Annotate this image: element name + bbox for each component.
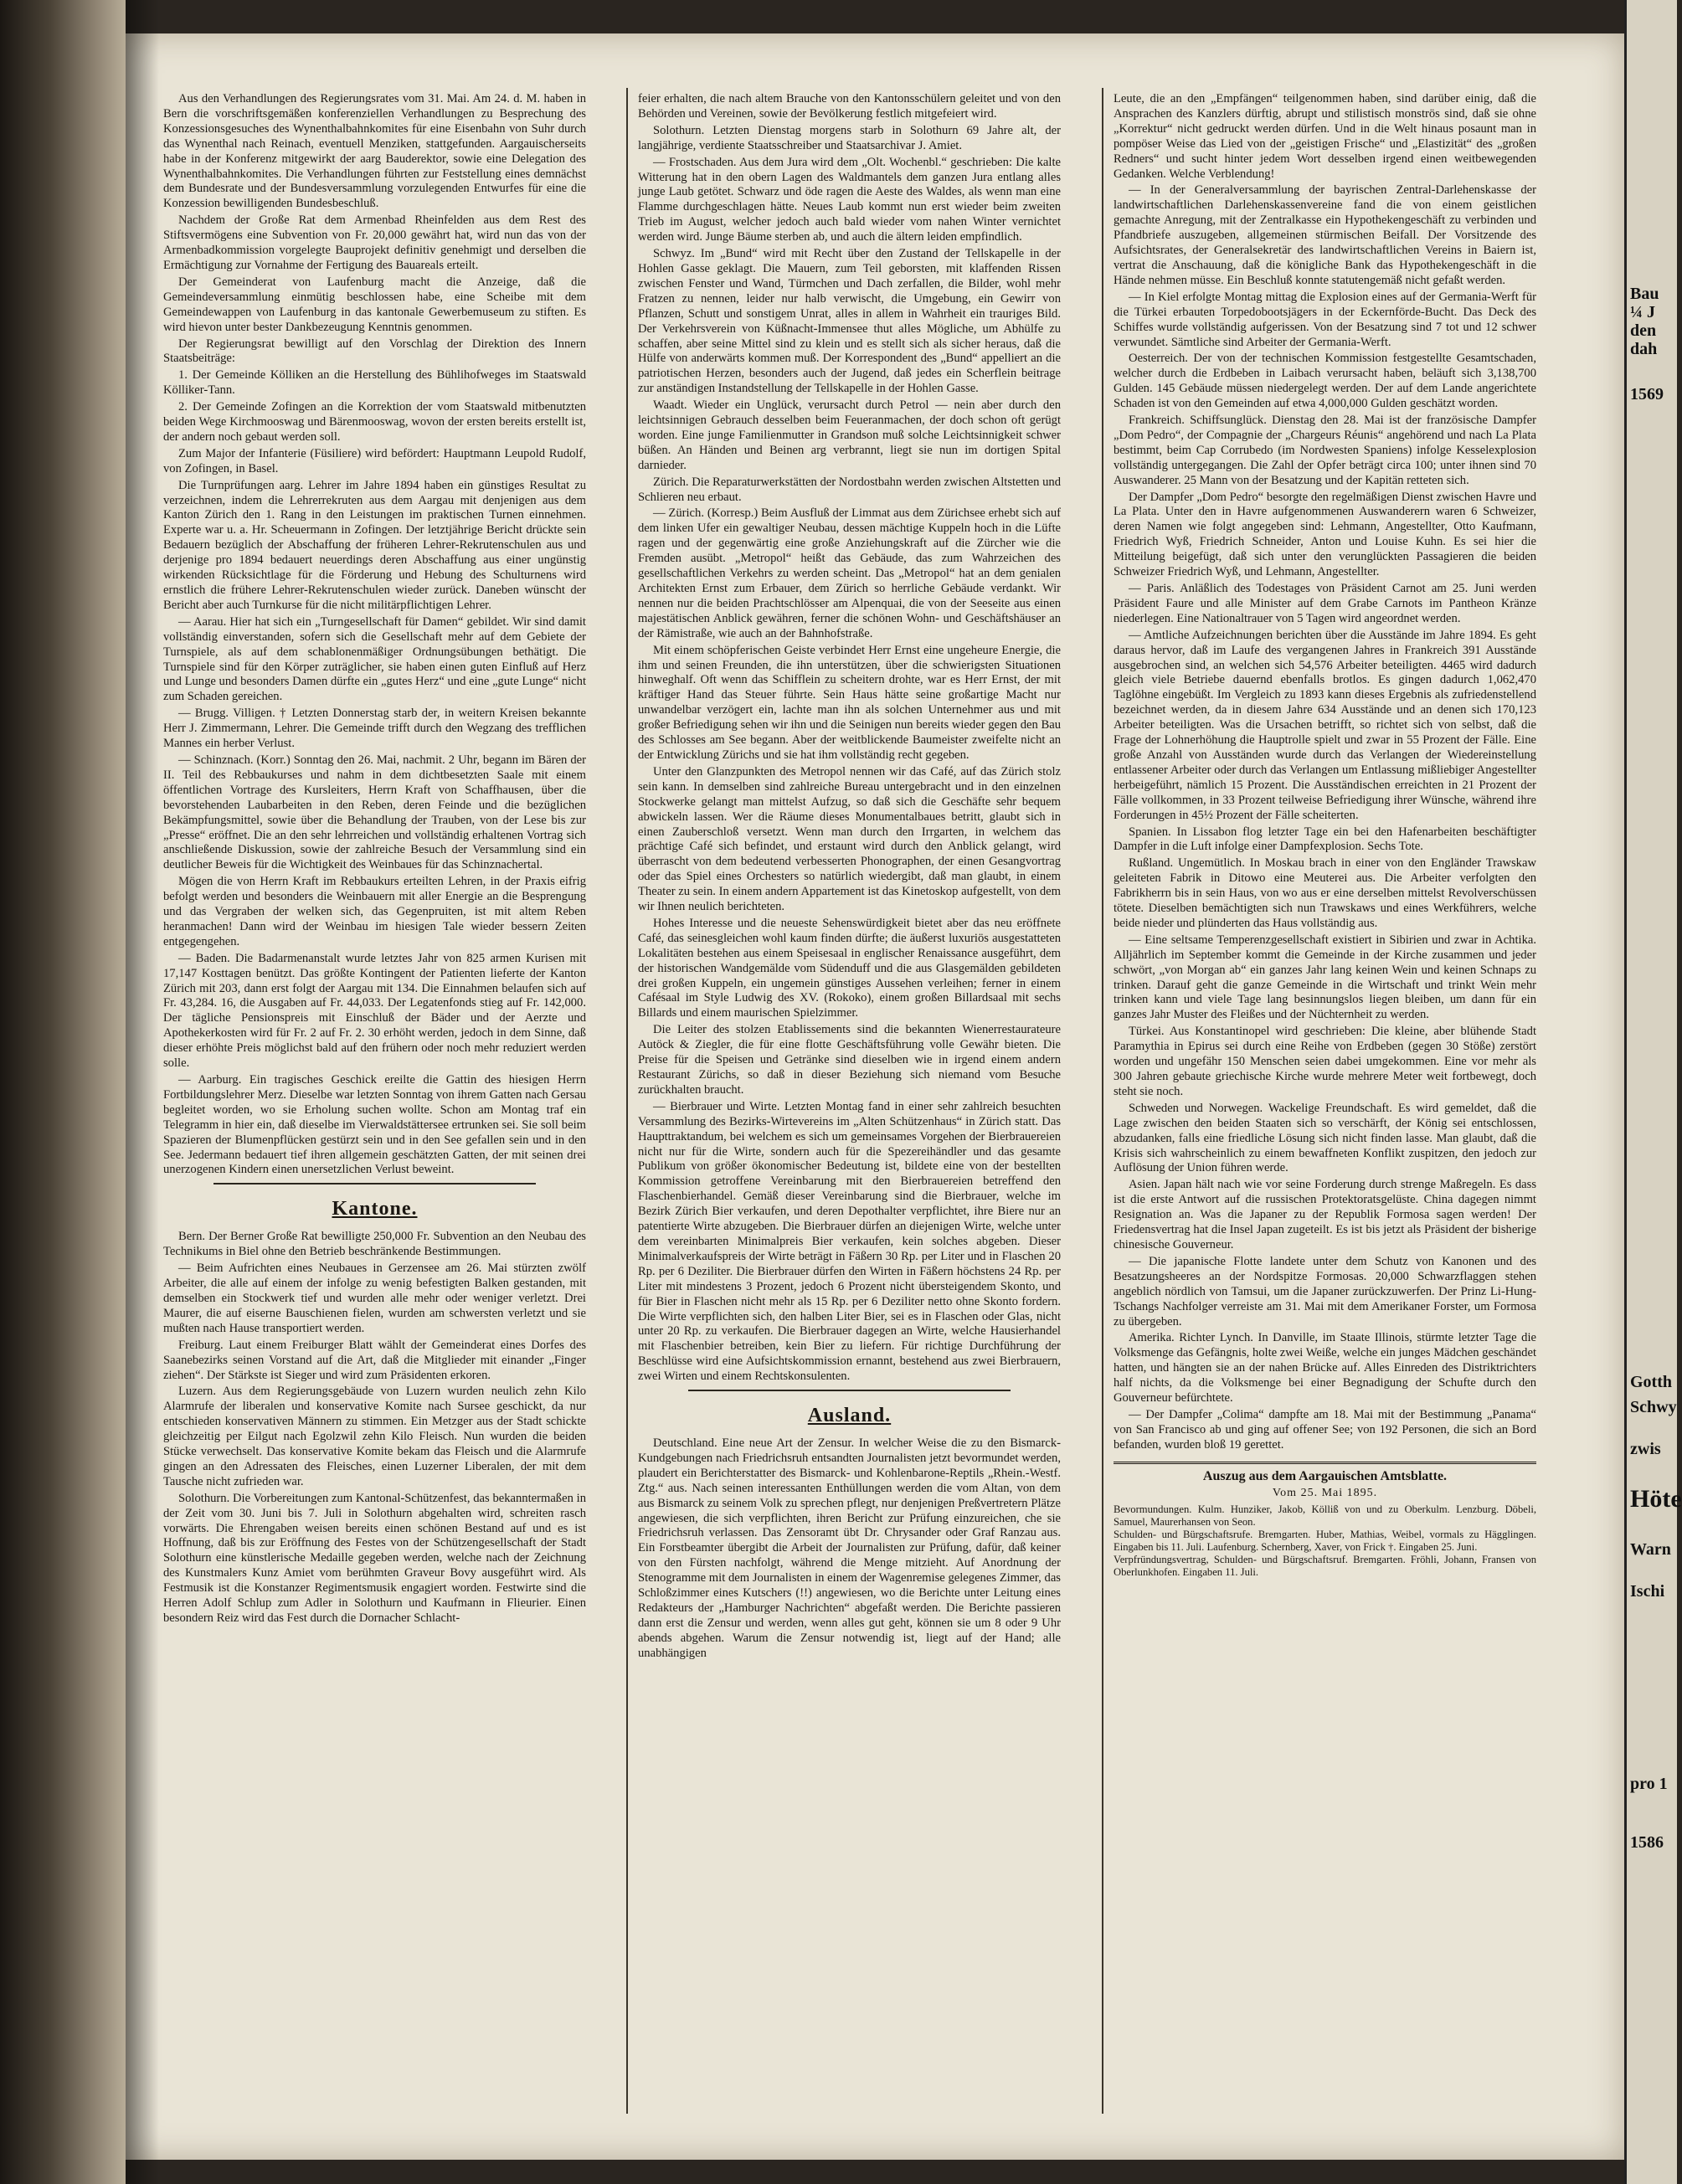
article-paragraph: 1. Der Gemeinde Kölliken an die Herstellung des Bühlihofweges im Staatswald Kölliker-Tann. [163,368,586,398]
article-paragraph: — Schinznach. (Korr.) Sonntag den 26. Mai, nachmit. 2 Uhr, begann im Bären der II. Teil des Rebbaukurses und nahm in dem dichtbesetzten Saale mit einem öffentlichen Vortrage des Kursleiters, Herrn Kraft von Schaffhausen, über die bevorstehenden Laubarbeiten in den Reben, deren Feinde und die bezüglichen Bekämpfungsmittel, sowie über die Behandlung der Trauben, von der Lese bis zur „Presse“ eröffnet. Die an den sehr lehrreichen und vollständig erhaltenen Vortrag sich anschließende Diskussion, sowie der zahlreiche Besuch der Versammlung sind ein deutlicher Beweis für die Wichtigkeit des Weinbaues für das Schinznachertal. [163,753,586,872]
article-paragraph: Die Turnprüfungen aarg. Lehrer im Jahre 1894 haben ein günstiges Resultat zu verzeichnen, indem die Lehrerrekruten aus dem Aargau mit denjenigen aus dem Kanton Zürich den 1. Rang in den Leistungen im praktischen Turnen einnehmen. Experte war u. a. Hr. Scheuermann in Zofingen. Der letztjährige Bericht drückte sein Bedauern bezüglich der Abschaffung der früheren Lehrer-Rekrutenschulen aus und derjenige pro 1894 bedauert neuerdings deren Abschaffung aus einer ungünstig wirkenden Rücksichtlage für die Förderung und Hebung des Schulturnens wird ernstlich die frühere Lehrer-Rekrutenschulen wieder zurück. Daneben wünscht der Bericht aber auch Turnkurse für die nicht militärpflichtigen Lehrer. [163,478,586,612]
article-paragraph: Aus den Verhandlungen des Regierungsrates vom 31. Mai. Am 24. d. M. haben in Bern die vorschriftsgemäßen konferenziellen Verhandlungen zu Besprechung des Konzessionsgesuches des Wynenthalbahnkomites für eine Eisenbahn von Suhr durch das Wynenthal nach Reinach, eventuell Menziken, stattgefunden. Aargauischerseits habe in der Konferenz mitgewirkt der aarg Bauderektor, sowie eine Delegation des Wynenthalbahnkomites. Die Verhandlungen führten zur Feststellung eines demnächst dem Bundesrate und der Bundesversammlung vorzulegenden Entwurfes für eine die Konzession bewilligenden Bundesbeschluß. [163,92,586,211]
article-paragraph: Rußland. Ungemütlich. In Moskau brach in einer von den Engländer Trawskaw geleiteten Fabrik in Ditowo eine Meuterei aus. Die Arbeiter verfolgten den Fabrikherrn bis in sein Haus, von wo aus er eine derselben mittelst Revolverschüssen tötete. Dieselben bemächtigten sich nun Trawskaws und eines Werkführers, welche beide nieder und plünderten das Haus vollständig aus. [1114,856,1536,930]
article-paragraph: Deutschland. Eine neue Art der Zensur. In welcher Weise die zu den Bismarck-Kundgebungen nach Friedrichsruh entsandten Journalisten jetzt bevormundet werden, plaudert ein Berichterstatter des Bismarck- und Kohlenbarone-Reptils „Rhein.-Westf. Ztg.“ aus. Nach seinen interessanten Enthüllungen werden die vom Altan, von dem aus Bismarck zu seinem Volk zu sprechen pflegt, nur denjenigen Preßvertretern Plätze angewiesen, die sich verpflichten, ihren Bericht zur Prüfung einzureichen, che sie Friedrichsruh verlassen. Das Zensoramt übt Dr. Chrysander oder Graf Ranzau aus. Ein Forstbeamter übergibt die Arbeit der Journalisten zur Prüfung, dafür, daß keiner von den Fürsten nachfolgt, während die Menge mitzieht. Auf Anordnung der Stenogramme mit dem Journalisten in einem der Wagenremise gelegenes Zimmer, das Schloßzimmer eines Kutschers (!!) angewiesen, wo die Berichte unter Leitung eines Redakteurs der „Hamburger Nachrichten“ abgefaßt werden. Die Berichte passieren dann erst die Zensur und werden, wenn alles gut geht, können sie um 8 oder 9 Uhr abends abgehen. Warum die Zensur notwendig ist, liegt auf der Hand; alle unabhängigen [638,1436,1061,1660]
book-gutter [0,0,126,2184]
article-paragraph: Solothurn. Letzten Dienstag morgens starb in Solothurn 69 Jahre alt, der langjährige, verdiente Staatsschreiber und Staatsarchivar J. Amiet. [638,123,1061,152]
strip-fragment: 1586 [1630,1833,1664,1852]
article-paragraph: — Zürich. (Korresp.) Beim Ausfluß der Limmat aus dem Zürichsee erhebt sich auf dem linken Ufer ein gewaltiger Neubau, dessen mächtige Kuppeln hoch in die Lüfte ragen und der gegenwärtig eine große Anziehungskraft auf die Zürcher wie die Fremden ausübt. „Metropol“ heißt das Gebäude, das zum Wahrzeichen des gesellschaftlichen Verkehrs zu werden scheint. Das „Metropol“ hat an dem genialen Architekten Ernst zum Erbauer, dem Zürich so herrliche Gebäude verdankt. Wir nennen nur die beiden Prachtschlösser am Alpenquai, die von der Seeseite aus einen majestätischen Anblick gewähren, ferner die schönen Wohn- und Geschäftshäuser an der Rämistraße, wie auch an der Bahnhofstraße. [638,506,1061,640]
article-paragraph: Der Gemeinderat von Laufenburg macht die Anzeige, daß die Gemeindeversammlung einmütig beschlossen habe, eine Scheibe mit dem Gemeindewappen von Laufenburg in das kantonale Gewerbemuseum zu stiften. Es wird hievon unter bester Dankbezeugung Kenntnis genommen. [163,275,586,334]
article-paragraph: Der Dampfer „Dom Pedro“ besorgte den regelmäßigen Dienst zwischen Havre und La Plata. Unter den in Havre aufgenommenen Auswanderern waren 6 Schweizer, deren Namen wie folgt angegeben sind: Lehmann, Angestellter, Otto Kaufmann, Friedrich Wyß, Friedrich Schneider, Anton und Louise Kuhn. Es sei hier die Mitteilung beigefügt, daß sich unter den verunglückten Passagieren die beiden Schweizer Friedrich Wyß, und Lehmann, Angestellter. [1114,490,1536,579]
article-paragraph: Schweden und Norwegen. Wackelige Freundschaft. Es wird gemeldet, daß die Lage zwischen den beiden Staaten sich so verschärft, der König sei entschlossen, abzudanken, falls eine friedliche Lösung sich nicht finden lasse. Man glaubt, daß die Krisis sich wahrscheinlich zu einem bewaffneten Konflikt zuspitzen, den jedoch zur Auflösung der Union führen werde. [1114,1101,1536,1175]
article-paragraph: — Eine seltsame Temperenzgesellschaft existiert in Sibirien und zwar in Achtika. Alljährlich im September kommt die Gemeinde in der Kirche zusammen und jeder schwört, „von Morgan ab“ ein ganzes Jahr lang keinen Wein und keinen Schnaps zu trinken. Darauf geht die ganze Gemeinde in die Wirtschaft und trinkt Wein mehr trinken kann und viele Tage lang besinnungslos liegen bleiben, um dann für ein ganzes Jahr Muster des Fleißes und der Nüchternheit zu werden. [1114,933,1536,1022]
article-paragraph: Türkei. Aus Konstantinopel wird geschrieben: Die kleine, aber blühende Stadt Paramythia in Epirus sei durch eine Reihe von Erdbeben (gegen 30 Stöße) zerstört worden und ungefähr 150 Menschen seien dabei umgekommen. Eine vor mehr als 300 Jahren gebaute griechische Kirche wurde mehrere Meter weit fortbewegt, doch steht sie noch. [1114,1025,1536,1098]
article-paragraph: Die Leiter des stolzen Etablissements sind die bekannten Wienerrestaurateure Autöck & Ziegler, die für eine flotte Geschäftsführung volle Gewähr bieten. Die Preise für die Speisen und Getränke sind dieselben wie in irgend einem andern Restaurant Zürichs, so daß in dieser Beziehung sich niemand vom Besuche zurückhalten braucht. [638,1023,1061,1097]
article-paragraph: Frankreich. Schiffsunglück. Dienstag den 28. Mai ist der französische Dampfer „Dom Pedro“, der Compagnie der „Chargeurs Réunis“ angehörend und nach La Plata bestimmt, beim Cap Corrubedo (im Nordwesten Spaniens) infolge Kesselexplosion vollständig untergegangen. Die Zahl der Opfer beträgt circa 100; unter ihnen sind 70 Auswanderer. 25 Mann von der Besatzung und der Kapitän retteten sich. [1114,414,1536,487]
article-paragraph: — Aarau. Hier hat sich ein „Turngesellschaft für Damen“ gebildet. Wir sind damit vollständig einverstanden, sofern sich die Gesellschaft mehr auf dem Gebiete der Turnspiele, als auf dem schablonenmäßiger Ordnungsübungen bethätigt. Die Turnspiele sind für den Körper zuträglicher, sie haben einen guten Einfluß auf Herz und Lunge und besonders Damen dürfte ein „gutes Herz“ und eine „gute Lunge“ nicht zum Schaden gereichen. [163,614,586,704]
section-heading-ausland: Ausland. [807,1405,892,1427]
strip-fragment: ¼ J [1630,303,1655,321]
strip-fragment: Schwy [1630,1398,1677,1416]
strip-fragment: 1569 [1630,385,1664,403]
strip-fragment: den [1630,321,1657,340]
strip-fragment: Höte [1630,1485,1682,1513]
article-paragraph: Mögen die von Herrn Kraft im Rebbaukurs erteilten Lehren, in der Praxis eifrig befolgt werden und besonders die Weinbauern mit aller Energie an die Besprengung und das Vergraben der welken sich, das Gegenpruiten, ist mit altem Reben heranmachen! Dann wird der Weinbau im hiesigen Tale wieder bessern Zeiten entgegengehen. [163,875,586,948]
strip-fragment: dah [1630,340,1658,358]
section-divider [213,1183,536,1184]
column-rule [626,88,628,2114]
article-paragraph: Nachdem der Große Rat dem Armenbad Rheinfelden aus dem Rest des Stiftsvermögens eine Subvention von Fr. 20,000 gewährt hat, wird nun das von der Armenbadkommission vorgelegte Bauprojekt definitiv genehmigt und derselben die Ermächtigung zur Vornahme der Fertigung des Bauareals erteilt. [163,213,586,272]
strip-fragment: Warn [1630,1540,1671,1559]
article-paragraph: — Die japanische Flotte landete unter dem Schutz von Kanonen und des Besatzungsheeres an der Nordspitze Formosas. 20,000 Schwarzflaggen stehen angeblich nördlich von Tamsui, um die Japaner zurückzuwerfen. Der Prinz Li-Hung-Tschangs Nachfolger verreiste am 31. Mai mit dem Amerikaner Forster, um Formosa zu übergeben. [1114,1254,1536,1328]
article-paragraph: Oesterreich. Der von der technischen Kommission festgestellte Gesamtschaden, welcher durch die Erdbeben in Laibach verursacht haben, beläuft sich 3,138,700 Gulden. 145 Gebäude müssen niedergelegt werden. Der auf dem Lande angerichtete Schaden ist von den Gemeinden auf etwa 4,000,000 Gulden geschätzt worden. [1114,352,1536,411]
article-paragraph: Spanien. In Lissabon flog letzter Tage ein bei den Hafenarbeiten beschäftigter Dampfer in die Luft infolge einer Dampfexplosion. Sechs Tote. [1114,825,1536,854]
column-3 [1114,92,1536,2109]
article-paragraph: Schwyz. Im „Bund“ wird mit Recht über den Zustand der Tellskapelle in der Hohlen Gasse geklagt. Die Mauern, zum Teil geborsten, mit klaffenden Rissen zwischen Fenster und Wand, Türmchen und Dach zerfallen, die Bilder, wohl mehr Fratzen zu nennen, leider nur halb verwischt, die Umgebung, ein Gewirr von Pflanzen, Schutt und sonstigem Unrat, alles in allem in Wahrheit ein trauriges Bild. Der Verkehrsverein von Küßnacht-Immensee thut alles Mögliche, um Abhülfe zu schaffen, aber seine Mittel sind zu klein und es stellt sich als sicher heraus, daß die Hülfe von anderwärts kommen muß. Der Korrespondent des „Bund“ appelliert an die patriotischen Herzen, besonders auch der Jugend, daß jedes ein Scherflein beitrage zur anständigen Instandstellung der Tellskapelle in der Hohlen Gasse. [638,247,1061,396]
article-paragraph: Leute, die an den „Empfängen“ teilgenommen haben, sind darüber einig, daß die Ansprachen des Kanzlers dürftig, abrupt und stilistisch monströs sind, daß sie ohne „Korrektur“ nicht gedruckt werden dürfen. Und in die Welt hinaus posaunt man in pompöser Weise das Lied von der „geistigen Frische“ und „Elastizität“ des „großen Redners“ und sucht hinter jedem Wort desselben irgend einen weitbewegenden Gedanken. Welche Verblendung! [1114,92,1536,181]
article-paragraph: Zum Major der Infanterie (Füsiliere) wird befördert: Hauptmann Leupold Rudolf, von Zofingen, in Basel. [163,446,586,475]
amtsblatt-entry: Bevormundungen. Kulm. Hunziker, Jakob, Kölliß von und zu Oberkulm. Lenzburg. Döbeli, Samuel, Maurerhansen von Seon. [1114,1503,1536,1529]
adjacent-page-strip [1624,0,1682,2184]
article-paragraph: feier erhalten, die nach altem Brauche von den Kantonsschülern geleitet und von den Behörden und Vereinen, sowie der Bevölkerung festlich mitgefeiert wird. [638,92,1061,121]
article-paragraph: Amerika. Richter Lynch. In Danville, im Staate Illinois, stürmte letzter Tage die Volksmenge das Gefängnis, holte zwei Weiße, welche ein junges Mädchen geschändet hatten, und hängten sie an der nahen Brücke auf. Alles Einreden des Distriktrichters half nichts, da die Volksmenge bei einer Begnadigung der Schufte durch den Gouverneur befürchtete. [1114,1331,1536,1405]
article-paragraph: Luzern. Aus dem Regierungsgebäude von Luzern wurden neulich zehn Kilo Alarmrufe der liberalen und konservative Komite nach Sursee geschickt, da nur entschieden konservativen Männern zu stimmen. Ein Metzger aus der Stadt schickte gleichzeitig per Eilgut nach Egolzwil zehn Kilo Fleisch. Nun wurden die beiden Stücke verwechselt. Das konservative Komite bekam das Fleisch und die Alarmrufe gingen an den Adressaten des Fleisches, einen Luzerner Liberalen, der mit dem Tausche nicht zufrieden war. [163,1385,586,1488]
article-paragraph: Mit einem schöpferischen Geiste verbindet Herr Ernst eine ungeheure Energie, die ihm und seinen Freunden, die ihn unterstützen, über die schwierigsten Situationen hinweghalf. Oft wenn das Schifflein zu scheitern drohte, war es Herr Ernst, der mit kräftiger Hand das Steuer führte. Sein Haus hätte seine großartige Macht nur unwandelbar verzögert ein, lachte man ihn als solchen Unternehmer aus und mit großer Befriedigung sehen wir ihn und die Seinigen nun bereits wieder gegen den Bau des Schlosses am See begann. Aber der weitblickende Baumeister zweifelte nicht an der Entwicklung Zürichs und sie hat ihm vollständig recht gegeben. [638,643,1061,762]
article-paragraph: — Paris. Anläßlich des Todestages von Präsident Carnot am 25. Juni werden Präsident Faure und alle Minister auf dem Grabe Carnots im Pantheon Kränze niederlegen. Eine Nationaltrauer von 5 Tagen wird angeordnet werden. [1114,582,1536,625]
article-paragraph: — Beim Aufrichten eines Neubaues in Gerzensee am 26. Mai stürzten zwölf Arbeiter, die alle auf einem der infolge zu wenig befestigten Balken gestanden, mit demselben ein Stockwerk tief und wurden alle mehr oder weniger verletzt. Drei Maurer, die auf eiserne Bauschienen fielen, wurden am schwersten verletzt und sie mußten nach Hause transportiert werden. [163,1262,586,1335]
article-paragraph: Unter den Glanzpunkten des Metropol nennen wir das Café, auf das Zürich stolz sein kann. In demselben sind zahlreiche Bureau untergebracht und in den einzelnen Stockwerke gelangt man mittelst Aufzug, so daß sich die Geschäfte sehr bequem abwickeln lassen. Wer die Räume dieses Monumentalbaues betritt, glaubt sich in einen Zauberschloß versetzt. Wenn man durch den Irrgarten, in welchem das prächtige Café sich befindet, und erstaunt wird durch den Anblick gelangt, wird überrascht von dem bedeutend verbesserten Phonographen, der einen Gesangvortrag oder das Spiel eines Orchesters so natürlich wiedergibt, daß man glaubt, in einem Theater zu sein. In einem andern Appartement ist das Kinetoskop aufgestellt, von dem wir Ihnen neulich berichteten. [638,764,1061,914]
article-paragraph: — In der Generalversammlung der bayrischen Zentral-Darlehenskasse der landwirtschaftlichen Darlehenskassenvereine fand die von einem geistlichen gemachte Anregung, mit der Zentralkasse ein Hypothekengeschäft zu verbinden und Pfandbriefe auszugeben, allgemeinen stürmischen Beifall. Der Vorsitzende des Aufsichtsrates, der Generalsekretär des landwirtschaftlichen Vereins in Baiern ist, vertrat die Anschauung, daß die königliche Bank das Hypothekengeschäft in die Hände nehmen müsse. Ein Beschluß konnte statutengemäß nicht gefaßt werden. [1114,183,1536,287]
article-paragraph: — Amtliche Aufzeichnungen berichten über die Ausstände im Jahre 1894. Es geht daraus hervor, daß im Laufe des vergangenen Jahres in Frankreich 391 Ausstände ausgebrochen sind, an welchen sich 54,576 Arbeiter beteiligten. 4465 wird dadurch gleich viele Betriebe dauernd ebenfalls brotlos. Es gingen dadurch 1,062,470 Taglöhne eingebüßt. Im Vergleich zu 1893 kann dieses Ergebnis als zufriedenstellend bezeichnet werden, da in diesem Jahre 634 Ausstände und an denen sich 170,123 Arbeiter beteiligten. Was die Ursachen betrifft, so richtet sich von selbst, daß die Frage der Lohnerhöhung die Hauptrolle spielt und zwar in 55 Prozent der Fälle. Eine große Anzahl von Ausständen wurde durch das Verlangen der Wiedereinstellung entlassener Arbeiter oder durch das Verlangen um Entlassung mißliebiger Angestellter herbeigeführt, nämlich 15 Prozent. Die Ausständischen erreichten in 21 Prozent der Fälle vollkommen, in 33 Prozent teilweise Befriedigung ihrer Wünsche, während ihre Forderungen in 45½ Prozent der Fälle scheiterten. [1114,628,1536,822]
amtsblatt-entry: Schulden- und Bürgschaftsrufe. Bremgarten. Huber, Mathias, Weibel, vormals zu Hägglingen. Eingaben bis 11. Juli. Laufenburg. Schernberg, Xaver, von Frick †. Eingaben 25. Juni. [1114,1529,1536,1554]
article-paragraph: Solothurn. Die Vorbereitungen zum Kantonal-Schützenfest, das bekanntermaßen in der Zeit vom 30. Juni bis 7. Juli in Solothurn abgehalten wird, schreiten rasch vorwärts. Die Ehrengaben weisen bereits einen schönen Bestand auf und es ist Hoffnung, daß bis zur Eröffnung des Festes von der Schützengesellschaft der Stadt Solothurn eine künstlerische Medaille gegeben werden, welche nach der Zeichnung des Kunstmalers Kunz Amiet vom berühmten Graveur Bovy ausgeführt wird. Als Festmusik ist die Konstanzer Regimentsmusik engagiert worden. Festwirte sind die Herren Adolf Schlup zum Adler in Solothurn und Kaufmann in Flieurier. Einen besondern Reiz wird das Fest durch die Dornacher Schlacht- [163,1491,586,1625]
article-paragraph: — In Kiel erfolgte Montag mittag die Explosion eines auf der Germania-Werft für die Türkei erbauten Torpedobootsjägers in der Eckernförde-Bucht. Das Deck des Schiffes wurde vollständig aufgerissen. Von der Besatzung sind 7 tot und 12 schwer verwundet. Sämtliche sind Arbeiter der Germania-Werft. [1114,290,1536,349]
article-paragraph: Zürich. Die Reparaturwerkstätten der Nordostbahn werden zwischen Altstetten und Schlieren neu erbaut. [638,475,1061,504]
article-paragraph: — Der Dampfer „Colima“ dampfte am 18. Mai mit der Bestimmung „Panama“ von San Francisco ab und ging auf offener See; von 192 Personen, die sich an Bord befanden, wurden bloß 19 gerettet. [1114,1407,1536,1452]
strip-fragment: Ischi [1630,1582,1665,1601]
amtsblatt-heading: Auszug aus dem Aargauischen Amtsblatte. [1114,1462,1536,1484]
column-2 [638,92,1061,2109]
section-heading-kantone: Kantone. [332,1198,418,1220]
page-fold-shadow [126,0,159,2184]
strip-fragment: Bau [1630,285,1659,303]
amtsblatt-date: Vom 25. Mai 1895. [1272,1486,1378,1499]
article-paragraph: — Aarburg. Ein tragisches Geschick ereilte die Gattin des hiesigen Herrn Fortbildungslehrer Merz. Dieselbe war letzten Sonntag von ihrem Gatten nach Gersau begleitet worden, wo sie Erholung suchen wollte. Schon am Montag traf ein Telegramm in hier ein, daß dieselbe im Vierwaldstättersee ertrunken sei. Sie soll beim Spazieren der Blumenpflücken gestürzt sein und in den See gefallen sein und in den See. Jedermann bedauert tief ihren allgemein geschätzten Gatten, der mit seinen drei unerzogenen Kindern einen unersetzlichen Verlust beweint. [163,1073,586,1177]
article-paragraph: — Baden. Die Badarmenanstalt wurde letztes Jahr von 825 armen Kurisen mit 17,147 Kosttagen benützt. Das größte Kontingent der Patienten lieferte der Kanton Zürich mit 203, dann erst folgt der Aargau mit 134. Die Einnahmen belaufen sich auf Fr. 43,284. 16, die Ausgaben auf Fr. 44,033. Der Legatenfonds stieg auf Fr. 142,000. Der tägliche Pensionspreis mit Einschluß der Bäder und der Aerzte und Apothekerkosten wird für Fr. 2 auf Fr. 2. 30 erhöht werden, jedoch in dem Sinne, daß dieser erhöhte Preis möglichst bald auf den frühern oder noch mehr reduziert werden solle. [163,951,586,1071]
article-paragraph: — Frostschaden. Aus dem Jura wird dem „Olt. Wochenbl.“ geschrieben: Die kalte Witterung hat in den obern Lagen des Waldmantels dem ganzen Jura entlang alles junge Laub getötet. Schwarz und öde ragen die Aeste des Waldes, als wenn man eine Flamme durchgeschlagen hätte. Neues Laub kommt nun erst wieder beim zweiten Trieb im August, welcher jedoch auch bald wieder vom nahen Winter vernichtet werden wird. Junge Bäume sterben ab, und auch die ältern leiden empfindlich. [638,155,1061,244]
column-1 [163,92,586,2109]
article-paragraph: Asien. Japan hält nach wie vor seine Forderung durch strenge Maßregeln. Es dass ist die erste Antwort auf die russischen Protektoratsgelüste. China dagegen nimmt Resignation an. Was die Japaner zu der Republik Formosa sagen werden! Der Friedensvertrag hat die Insel Japan zugeteilt. Es ist bis jetzt als Präsident der bisherige chinesische Gouverneur. [1114,1178,1536,1251]
article-paragraph: Bern. Der Berner Große Rat bewilligte 250,000 Fr. Subvention an den Neubau des Technikums in Biel ohne den Betrieb beschränkende Bestimmungen. [163,1230,586,1259]
section-divider [688,1390,1011,1391]
strip-fragment: pro 1 [1630,1775,1668,1793]
column-rule [1102,88,1103,2114]
article-paragraph: Hohes Interesse und die neueste Sehenswürdigkeit bietet aber das neu eröffnete Café, das seinesgleichen wohl kaum finden dürfte; die äußerst luxuriös ausgestatteten Lokalitäten bestehen aus einem Speisesaal in englischer Renaissance ausgeführt, dem der historischen Wandgemälde vom Südenduff und die aus Glasgemälden gebildeten drei großen Kuppeln, ein ungemein günstiges Aussehen verleihen; ferner in einem Cafésaal im Style Ludwig des XV. (Rokoko), einem großen Billardsaal mit sechs Billards und einem maurischen Spielzimmer. [638,916,1061,1020]
article-paragraph: Freiburg. Laut einem Freiburger Blatt wählt der Gemeinderat eines Dorfes des Saanebezirks seinen Vorstand auf die Art, daß die Mitglieder mit einander „Finger ziehen“. Der Stärkste ist Sieger und wird zum Präsidenten erkoren. [163,1338,586,1382]
article-paragraph: — Bierbrauer und Wirte. Letzten Montag fand in einer sehr zahlreich besuchten Versammlung des Bezirks-Wirtevereins im „Alten Schützenhaus“ in Zürich statt. Das Haupttraktandum, bei welchem es sich um gemeinsames Vorgehen der Bierbrauereien nicht nur für die Wirte, sondern auch für die Spezereihändler und das gesamte Publikum von größer ökonomischer Bedeutung ist, bildete eine von der bestellten Kommission getroffene Vereinbarung mit den Bierbrauereien betreffend den Flaschenbierhandel. Gemäß dieser Vereinbarung sind die Bierbrauer, welche im Bezirk Zürich Bier verkaufen, und deren Depothalter verpflichtet, ihre Biere nur an patentierte Wirte abzugeben. Die Bierbrauer dürfen an diejenigen Wirte, welche unter dem vereinbarten Minimalpreis Bier verkaufen, kein solches abgeben. Dieser Minimalverkaufspreis der Wirte beträgt in Fäßern 30 Rp. per Liter und in Flaschen 20 Rp. per 6 Deziliter. Die Bierbrauer dürfen den Wirten in Fäßern höchstens 24 Rp. per Liter mit mindestens 3 Prozent, jedoch 6 Prozent nicht übersteigendem Skonto, und für Bier in Flaschen nicht mehr als 15 Rp. per 6 Deziliter netto ohne Skonto fordern. Die Wirte verpflichten sich, den halben Liter Bier, sei es in Flaschen oder Glas, nicht unter 20 Rp. zu verkaufen. Die Bierbrauer dagegen an Wirte, welche Hausierhandel mit Flaschenbier betreiben, kein Bier zu liefern. Für richtige Durchführung der Beschlüsse wird eine Aufsichtskommission ernannt, bestehend aus zwei Bierbrauern, zwei Wirten und einem Rechtskonsulenten. [638,1099,1061,1384]
article-paragraph: — Brugg. Villigen. † Letzten Donnerstag starb der, in weitern Kreisen bekannte Herr J. Zimmermann, Lehrer. Die Gemeinde trifft durch den Wegzang des trefflichen Mannes ein herber Verlust. [163,707,586,751]
amtsblatt-entry: Verpfründungsvertrag, Schulden- und Bürgschaftsruf. Bremgarten. Fröhli, Johann, Fransen von Oberlunkhofen. Eingaben 11. Juli. [1114,1554,1536,1579]
article-paragraph: Der Regierungsrat bewilligt auf den Vorschlag der Direktion des Innern Staatsbeiträge: [163,337,586,366]
strip-fragment: Gotth [1630,1373,1672,1391]
article-paragraph: Waadt. Wieder ein Unglück, verursacht durch Petrol — nein aber durch den leichtsinnigen Gebrauch desselben beim Feueranmachen, der doch schon oft gerügt worden. Eine junge Familienmutter in Grandson muß solche Leichtsinnigkeit schwer büßen. An Händen und Beinen arg verbrannt, liegt sie nun im dortigen Spital darnieder. [638,398,1061,472]
strip-fragment: zwis [1630,1440,1661,1458]
article-paragraph: 2. Der Gemeinde Zofingen an die Korrektion der vom Staatswald mitbenutzten beiden Wege Kirchmooswag und Bärenmooswag, wovon der ersten bereits erstellt ist, der andern noch gebaut werden soll. [163,400,586,444]
